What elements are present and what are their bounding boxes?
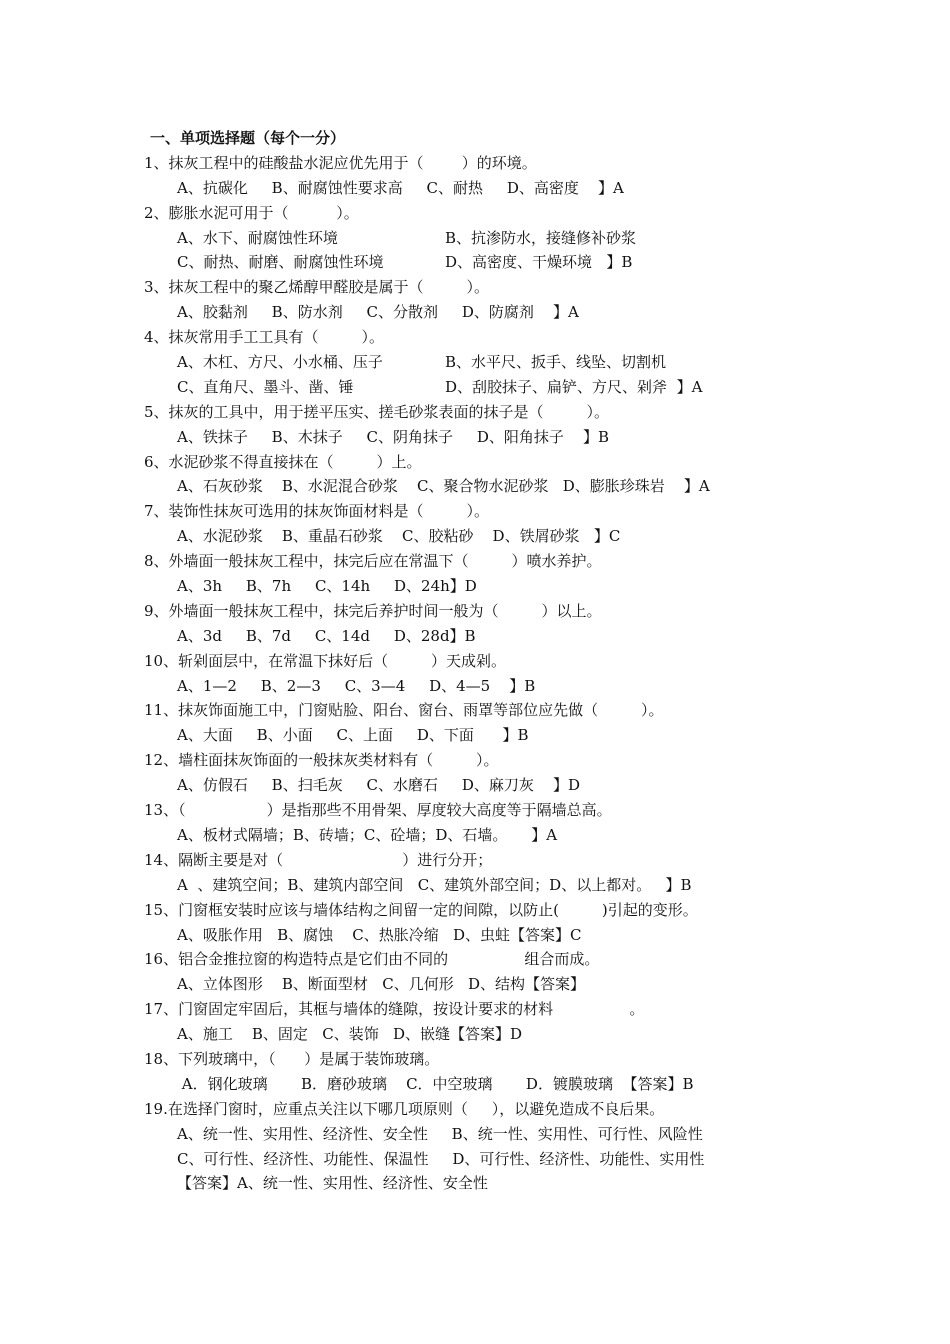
option-left: C、耐热、耐磨、耐腐蚀性环境 bbox=[177, 253, 384, 272]
question-list bbox=[144, 126, 924, 1196]
option-right: D、高密度、干燥环境 】B bbox=[445, 253, 633, 272]
option-row: A、石灰砂浆 B、水泥混合砂浆 C、聚合物水泥砂浆 D、膨胀珍珠岩 】A bbox=[177, 477, 710, 496]
option-row: A、统一性、实用性、经济性、安全性 B、统一性、实用性、可行性、风险性 bbox=[177, 1124, 703, 1143]
question-text: 12、墙柱面抹灰饰面的一般抹灰类材料有（ ）。 bbox=[144, 751, 499, 770]
question-text: 15、门窗框安装时应该与墙体结构之间留一定的间隙，以防止( )引起的变形。 bbox=[144, 900, 698, 919]
option-row: A、仿假石 B、扫毛灰 C、水磨石 D、麻刀灰 】D bbox=[177, 776, 580, 795]
question-text: 10、斩剁面层中，在常温下抹好后（ ）天成剁。 bbox=[144, 651, 507, 670]
question-text: 7、装饰性抹灰可选用的抹灰饰面材料是（ ）。 bbox=[144, 502, 489, 521]
option-right: B、水平尺、扳手、线坠、切割机 bbox=[445, 353, 667, 372]
option-row bbox=[144, 375, 924, 400]
question-text: 19.在选择门窗时，应重点关注以下哪几项原则（ ），以避免造成不良后果。 bbox=[144, 1099, 665, 1118]
option-left: C、直角尺、墨斗、凿、锤 bbox=[177, 377, 354, 396]
question-text: 1、抹灰工程中的硅酸盐水泥应优先用于（ ）的环境。 bbox=[144, 153, 537, 172]
question-text: 11、抹灰饰面施工中，门窗贴脸、阳台、窗台、雨罩等部位应先做（ ）。 bbox=[144, 701, 664, 720]
option-row: A 、建筑空间；B、建筑内部空间 C、建筑外部空间；D、以上都对。 】B bbox=[177, 875, 692, 894]
question-text: 2、膨胀水泥可用于（ ）。 bbox=[144, 203, 359, 222]
section-heading: 一、单项选择题（每个一分） bbox=[150, 129, 346, 147]
question-text: 13、（ ）是指那些不用骨架、厚度较大高度等于隔墙总高。 bbox=[144, 801, 612, 820]
option-row: A、1—2 B、2—3 C、3—4 D、4—5 】B bbox=[177, 676, 536, 695]
option-row bbox=[144, 226, 924, 251]
option-row: A、水泥砂浆 B、重晶石砂浆 C、胶粘砂 D、铁屑砂浆 】C bbox=[177, 527, 621, 546]
question-text: 5、抹灰的工具中，用于搓平压实、搓毛砂浆表面的抹子是（ ）。 bbox=[144, 402, 609, 421]
option-row: A、铁抹子 B、木抹子 C、阴角抹子 D、阳角抹子 】B bbox=[177, 427, 609, 446]
option-right: D、刮胶抹子、扁铲、方尺、剁斧 】A bbox=[445, 377, 703, 396]
option-left: A、水下、耐腐蚀性环境 bbox=[177, 228, 338, 247]
option-row: A、立体图形 B、断面型材 C、几何形 D、结构【答案】 bbox=[177, 975, 586, 994]
question-text: 16、铝合金推拉窗的构造特点是它们由不同的 组合而成。 bbox=[144, 950, 600, 969]
question-text: 8、外墙面一般抹灰工程中，抹完后应在常温下（ ）喷水养护。 bbox=[144, 552, 602, 571]
question-text: 17、门窗固定牢固后，其框与墙体的缝隙，按设计要求的材料 。 bbox=[144, 1000, 645, 1019]
option-row: A、胶黏剂 B、防水剂 C、分散剂 D、防腐剂 】A bbox=[177, 303, 579, 322]
option-row bbox=[144, 250, 924, 275]
option-right: B、抗渗防水，接缝修补砂浆 bbox=[445, 228, 637, 247]
option-row: A、抗碳化 B、耐腐蚀性要求高 C、耐热 D、高密度 】A bbox=[177, 178, 624, 197]
question-text: 3、抹灰工程中的聚乙烯醇甲醛胶是属于（ ）。 bbox=[144, 278, 489, 297]
question-text: 18、下列玻璃中，（ ）是属于装饰玻璃。 bbox=[144, 1049, 440, 1068]
question-text: 6、水泥砂浆不得直接抹在（ ）上。 bbox=[144, 452, 422, 471]
question-text: 9、外墙面一般抹灰工程中，抹完后养护时间一般为（ ）以上。 bbox=[144, 601, 602, 620]
option-row: A、吸胀作用 B、腐蚀 C、热胀冷缩 D、虫蛀【答案】C bbox=[177, 925, 582, 944]
option-row: C、可行性、经济性、功能性、保温性 D、可行性、经济性、功能性、实用性 bbox=[177, 1149, 705, 1168]
option-row: A、3d B、7d C、14d D、28d】B bbox=[177, 626, 476, 645]
question-text: 4、抹灰常用手工工具有（ ）。 bbox=[144, 328, 384, 347]
option-left: A、木杠、方尺、小水桶、压子 bbox=[177, 353, 383, 372]
option-row: A．钢化玻璃 B．磨砂玻璃 C．中空玻璃 D．镀膜玻璃 【答案】B bbox=[177, 1074, 694, 1093]
option-row: A、3h B、7h C、14h D、24h】D bbox=[177, 577, 477, 596]
option-row: A、大面 B、小面 C、上面 D、下面 】B bbox=[177, 726, 529, 745]
option-row: A、板材式隔墙；B、砖墙；C、砼墙；D、石墙。 】A bbox=[177, 825, 558, 844]
question-text: 14、隔断主要是对（ ）进行分开； bbox=[144, 850, 493, 869]
option-row bbox=[144, 350, 924, 375]
option-row: 【答案】A、统一性、实用性、经济性、安全性 bbox=[177, 1174, 488, 1193]
option-row: A、施工 B、固定 C、装饰 D、嵌缝【答案】D bbox=[177, 1025, 523, 1044]
